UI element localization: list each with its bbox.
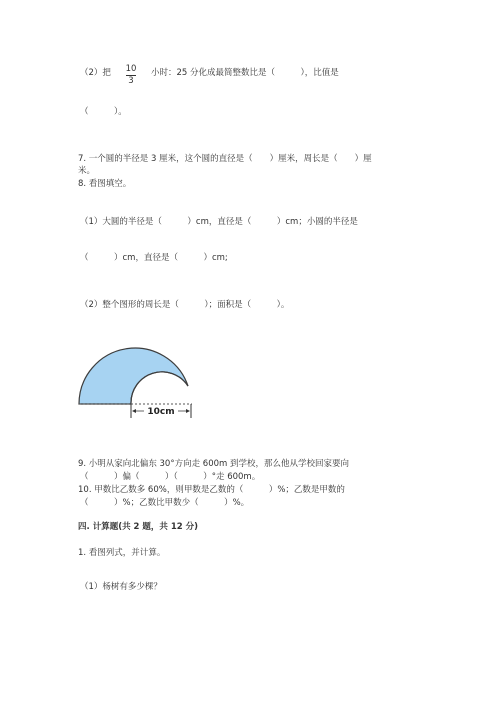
q10-line1: 10. 甲数比乙数多 60%，则甲数是乙数的（ ）%；乙数是甲数的 (78, 485, 345, 495)
q6-2-prefix: （2）把 (80, 68, 111, 78)
section-4-heading: 四. 计算题(共 2 题，共 12 分) (78, 522, 199, 532)
q8-part1-line2: （ ）cm，直径是（ ）cm; (80, 253, 228, 263)
section-4-q1-part1: （1）杨树有多少棵？ (80, 582, 162, 592)
measure-label: 10cm (147, 407, 175, 417)
q8-part1-line1: （1）大圆的半径是（ ）cm，直径是（ ）cm；小圆的半径是 (80, 217, 358, 227)
q7-line2: 米。 (78, 166, 96, 176)
measure-arrowhead-right (186, 409, 190, 413)
measure-arrowhead-left (132, 409, 136, 413)
q8-title: 8. 看图填空。 (78, 179, 132, 189)
large-semicircle-shape (79, 348, 188, 404)
q6-2-suffix: 小时：25 分化成最简整数比是（ ），比值是 (151, 68, 339, 78)
q9-line1: 9. 小明从家向北偏东 30°方向走 600m 到学校，那么他从学校回家要向 (78, 459, 349, 469)
q10-line2: （ ）%；乙数比甲数少（ ）%。 (80, 498, 250, 508)
fraction-numerator: 10 (125, 64, 137, 74)
q9-line2: （ ）偏（ ）（ ）°走 600m。 (80, 472, 261, 482)
fraction-denominator: 3 (128, 76, 134, 86)
semicircle-figure (74, 344, 194, 422)
fraction-10-3 (125, 65, 137, 86)
section-4-q1: 1. 看图列式，并计算。 (78, 548, 166, 558)
q6-2-line2: （ ）。 (80, 107, 127, 117)
q8-part2: （2）整个图形的周长是（ ）；面积是（ ）。 (80, 300, 290, 310)
q7-line1: 7. 一个圆的半径是 3 厘米，这个圆的直径是（ ）厘米，周长是（ ）厘 (78, 154, 372, 164)
